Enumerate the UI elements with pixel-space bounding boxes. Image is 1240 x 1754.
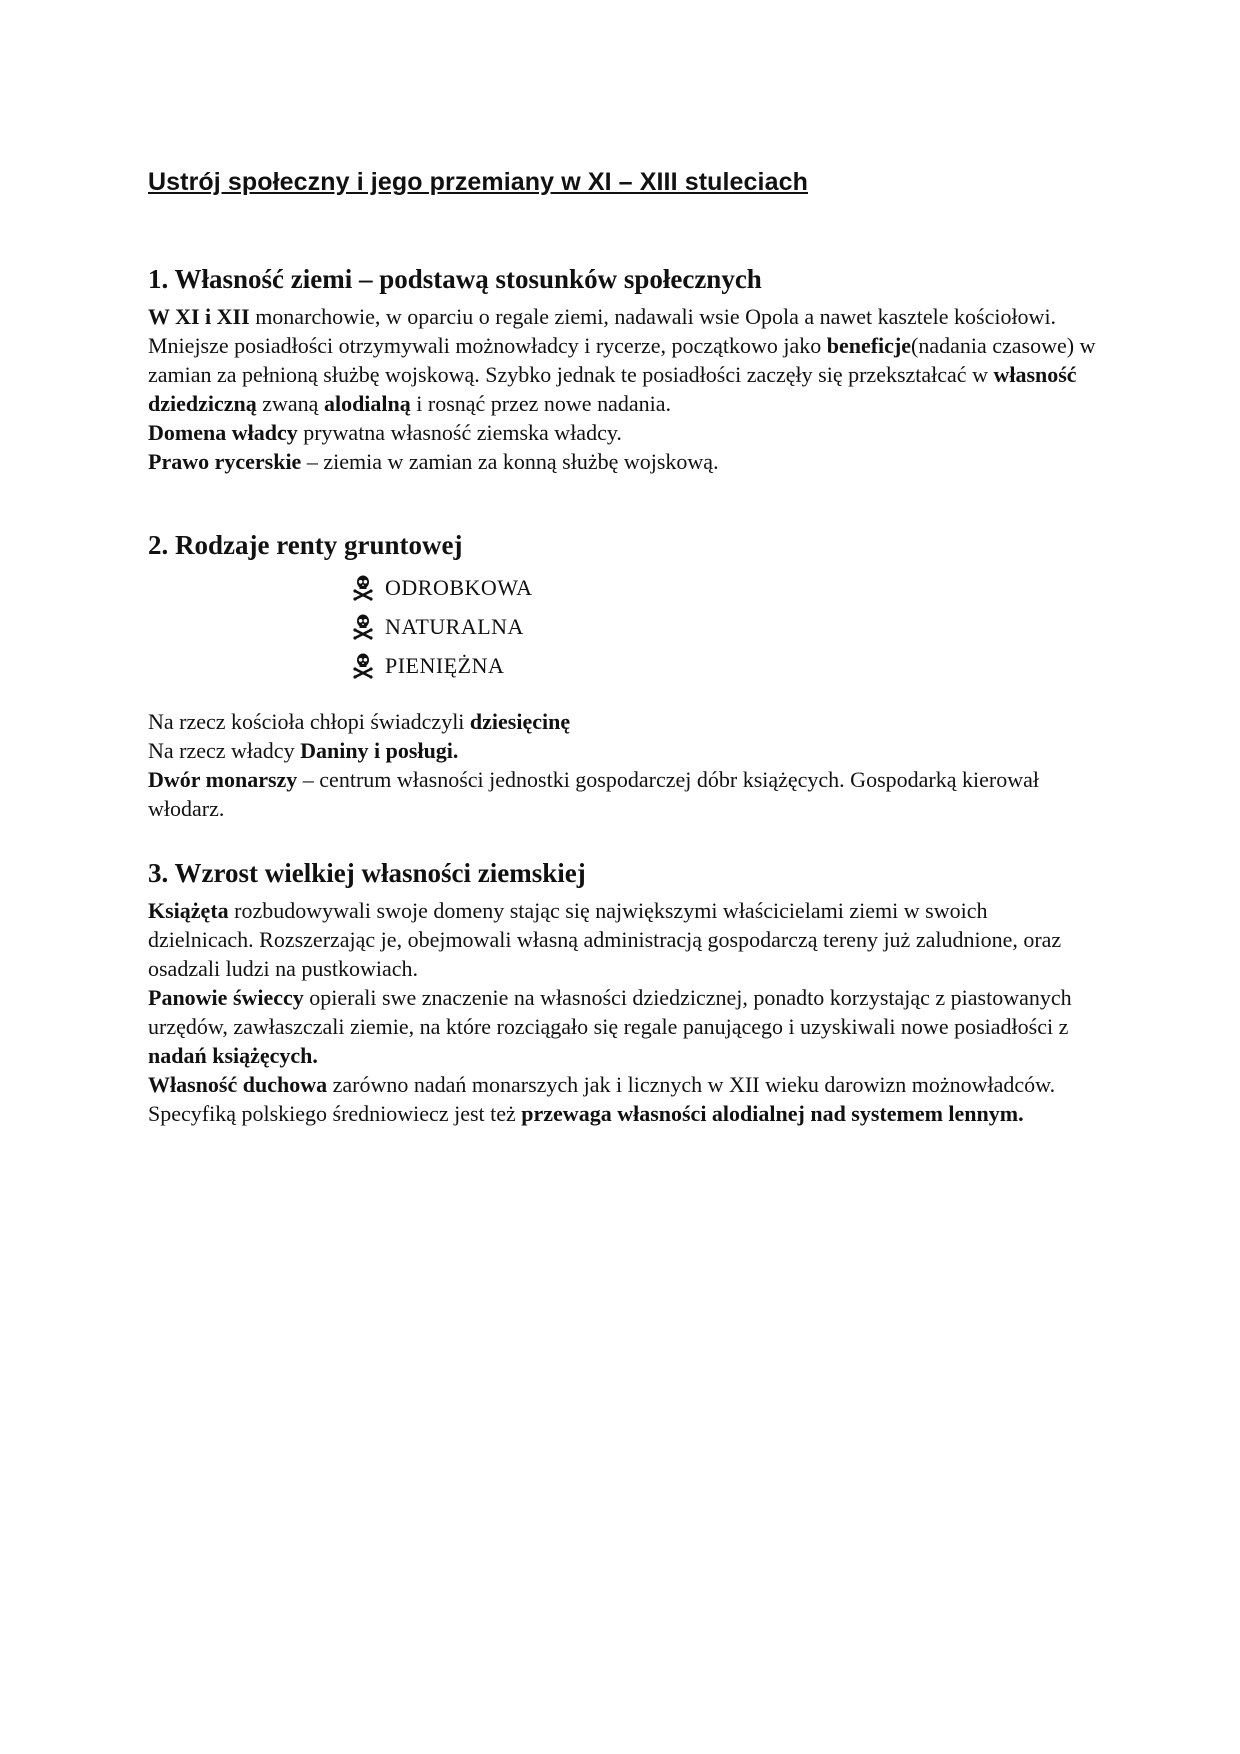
- text: – ziemia w zamian za konną służbę wojskową.: [301, 449, 719, 474]
- text: prywatna własność ziemska władcy.: [297, 420, 622, 445]
- term-wlasnosc-duchowa: Własność duchowa: [148, 1072, 328, 1097]
- skull-crossbones-icon: [353, 575, 373, 601]
- section-2-paragraph-3: [148, 765, 1098, 823]
- section-large-estates: [148, 856, 1098, 1128]
- section-land-ownership: [148, 262, 1098, 476]
- section-3-heading: 3. Wzrost wielkiej własności ziemskiej: [148, 858, 586, 888]
- section-1-paragraph-3: [148, 447, 1098, 476]
- text: opierali swe znaczenie na własności dziedzicznej, ponadto korzystając z piastowanych urzędów, zawłaszczali ziemie, na które rozciągało się regale panującego i uzyskiwali nowe posiadłości z: [148, 985, 1072, 1039]
- term-dwor-monarszy: Dwór monarszy: [148, 767, 298, 792]
- term-dziesiecina: dziesięcinę: [469, 709, 571, 734]
- section-2-heading: 2. Rodzaje renty gruntowej: [148, 530, 463, 560]
- text: i rosnąć przez nowe nadania.: [410, 391, 671, 416]
- text: zarówno nadań monarszych jak i licznych w XII wieku darowizn możnowładców.: [327, 1072, 1056, 1097]
- section-rent-types: [148, 528, 1098, 823]
- rent-type-label: NATURALNA: [385, 613, 524, 639]
- text: rozbudowywali swoje domeny stając się największymi właścicielami ziemi w swoich dzielnicach. Rozszerzając je, obejmowali własną administracją gospodarczą tereny już zaludnione, oraz osadzali ludzi na pustkowiach.: [148, 898, 1062, 981]
- section-1-paragraph-1: [148, 302, 1098, 418]
- skull-crossbones-icon: [353, 614, 373, 640]
- rent-types-list: [148, 568, 1098, 685]
- section-1-paragraph-2: [148, 418, 1098, 447]
- section-2-paragraph-2: [148, 736, 1098, 765]
- section-3-paragraph-4: [148, 1099, 1098, 1128]
- text: Specyfiką polskiego średniowiecz jest też: [148, 1101, 522, 1126]
- text: (nadania czasowe) w zamian za pełnioną służbę wojskową. Szybko jednak te posiadłości zaczęły się przekształcać w: [148, 333, 1096, 387]
- rent-type-label: ODROBKOWA: [385, 574, 533, 600]
- term-domena-wladcy: Domena władcy: [148, 420, 298, 445]
- term-nadan-ksiazecych: nadań książęcych.: [148, 1043, 318, 1068]
- rent-type-label: PIENIĘŻNA: [385, 652, 505, 678]
- term-przewaga-alodialnej: przewaga własności alodialnej nad systemem lennym.: [521, 1101, 1024, 1126]
- section-2-paragraph-1: [148, 707, 1098, 736]
- list-item: [353, 607, 1098, 646]
- text: Na rzecz kościoła chłopi świadczyli: [148, 709, 470, 734]
- term-prawo-rycerskie: Prawo rycerskie: [148, 449, 302, 474]
- section-1-heading: 1. Własność ziemi – podstawą stosunków społecznych: [148, 264, 762, 294]
- skull-crossbones-icon: [353, 653, 373, 679]
- text: zwaną: [256, 391, 324, 416]
- text-bold: W XI i XII: [148, 304, 250, 329]
- term-ksiazeta: Książęta: [148, 898, 229, 923]
- text: Na rzecz władcy: [148, 738, 301, 763]
- section-3-paragraph-3: [148, 1070, 1098, 1099]
- list-item: [353, 568, 1098, 607]
- section-3-paragraph-1: [148, 896, 1098, 983]
- document-title: Ustrój społeczny i jego przemiany w XI – XIII stuleciach: [148, 168, 808, 196]
- term-panowie-swieccy: Panowie świeccy: [148, 985, 304, 1010]
- term-wlasnosc-dziedziczna: własność dziedziczną: [148, 362, 1077, 416]
- section-3-paragraph-2: [148, 983, 1098, 1070]
- term-alodialna: alodialną: [323, 391, 411, 416]
- list-item: [353, 646, 1098, 685]
- text: monarchowie, w oparciu o regale ziemi, nadawali wsie Opola a nawet kasztele kościołowi. Mniejsze posiadłości otrzymywali możnowładcy i rycerze, początkowo jako: [148, 304, 1057, 358]
- term-beneficje: beneficje: [826, 333, 912, 358]
- term-daniny: Daniny i posługi.: [300, 738, 459, 763]
- text: – centrum własności jednostki gospodarczej dóbr książęcych. Gospodarką kierował włodarz.: [148, 767, 1039, 821]
